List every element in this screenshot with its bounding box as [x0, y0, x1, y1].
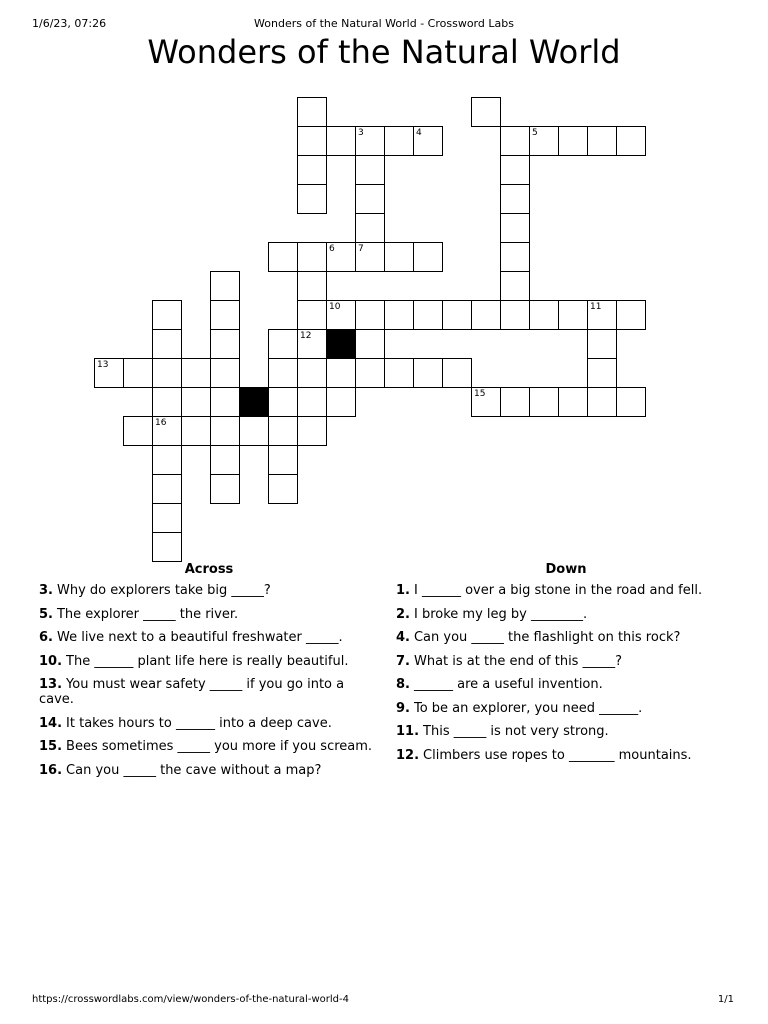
grid-cell[interactable] — [500, 271, 530, 301]
grid-cell[interactable] — [616, 300, 646, 330]
grid-cell[interactable] — [500, 126, 530, 156]
grid-cell[interactable] — [471, 387, 501, 417]
grid-cell[interactable] — [268, 474, 298, 504]
cell-number: 11 — [590, 302, 602, 312]
grid-cell[interactable] — [210, 387, 240, 417]
down-heading: Down — [545, 562, 587, 577]
grid-cell[interactable] — [471, 300, 501, 330]
grid-cell[interactable] — [297, 300, 327, 330]
grid-cell[interactable] — [355, 213, 385, 243]
grid-cell[interactable] — [152, 503, 182, 533]
cell-number: 3 — [358, 128, 364, 138]
grid-cell[interactable] — [413, 242, 443, 272]
clue-text: The ______ plant life here is really beautiful. — [66, 653, 349, 669]
across-clue — [39, 630, 379, 645]
grid-cell[interactable] — [355, 329, 385, 359]
grid-cell[interactable] — [500, 213, 530, 243]
across-clue — [39, 654, 379, 669]
grid-cell[interactable] — [152, 387, 182, 417]
clue-text: Can you _____ the flashlight on this rock? — [413, 630, 681, 645]
grid-cell[interactable] — [94, 358, 124, 388]
grid-cell[interactable] — [587, 387, 617, 417]
grid-cell[interactable] — [297, 416, 327, 446]
grid-cell[interactable] — [413, 300, 443, 330]
across-clue — [39, 739, 379, 754]
grid-cell[interactable] — [471, 97, 501, 127]
grid-cell[interactable] — [442, 358, 472, 388]
cell-number: 12 — [300, 331, 312, 341]
across-clue — [39, 716, 379, 731]
grid-cell[interactable] — [152, 329, 182, 359]
grid-cell[interactable] — [210, 271, 240, 301]
grid-cell[interactable] — [413, 358, 443, 388]
grid-cell[interactable] — [587, 329, 617, 359]
grid-cell[interactable] — [616, 126, 646, 156]
grid-cell[interactable] — [210, 300, 240, 330]
clue-number: 13. — [39, 677, 63, 692]
grid-cell[interactable] — [268, 358, 298, 388]
down-clues — [396, 562, 736, 771]
clue-number: 12. — [396, 747, 420, 763]
grid-cell[interactable] — [384, 242, 414, 272]
grid-cell[interactable] — [152, 532, 182, 562]
clue-number: 7. — [396, 653, 410, 669]
grid-cell[interactable] — [268, 445, 298, 475]
grid-cell[interactable] — [326, 126, 356, 156]
grid-cell[interactable] — [297, 97, 327, 127]
grid-cell[interactable] — [210, 329, 240, 359]
clue-number: 2. — [396, 606, 410, 622]
cell-number: 5 — [532, 128, 538, 138]
grid-cell[interactable] — [384, 300, 414, 330]
print-url: https://crosswordlabs.com/view/wonders-of-the-natural-world-4 — [32, 994, 349, 1005]
grid-cell[interactable] — [297, 242, 327, 272]
clue-text: I ______ over a big stone in the road and fell. — [413, 583, 703, 598]
cell-number: 4 — [416, 128, 422, 138]
down-clue — [396, 748, 736, 763]
grid-cell[interactable] — [355, 126, 385, 156]
down-clue — [396, 701, 736, 716]
clue-text: Why do explorers take big _____? — [56, 583, 271, 598]
grid-cell[interactable] — [152, 445, 182, 475]
grid-cell[interactable] — [210, 474, 240, 504]
grid-cell[interactable] — [500, 300, 530, 330]
grid-cell[interactable] — [297, 358, 327, 388]
across-clue — [39, 677, 379, 707]
across-clues — [39, 562, 379, 786]
grid-cell[interactable] — [268, 329, 298, 359]
clue-number: 16. — [39, 762, 63, 778]
across-heading: Across — [184, 562, 234, 577]
print-date: 1/6/23, 07:26 — [32, 17, 107, 30]
puzzle-title: Wonders of the Natural World — [147, 33, 621, 71]
grid-cell[interactable] — [413, 126, 443, 156]
grid-cell[interactable] — [181, 416, 211, 446]
grid-cell[interactable] — [616, 387, 646, 417]
grid-cell[interactable] — [326, 358, 356, 388]
cell-number: 6 — [329, 244, 335, 254]
black-cell — [239, 387, 269, 417]
grid-cell[interactable] — [500, 155, 530, 185]
grid-cell[interactable] — [297, 184, 327, 214]
clue-number: 1. — [396, 583, 410, 598]
grid-cell[interactable] — [500, 387, 530, 417]
cell-number: 7 — [358, 244, 364, 254]
grid-cell[interactable] — [123, 358, 153, 388]
grid-cell[interactable] — [558, 300, 588, 330]
cell-number: 15 — [474, 389, 486, 399]
grid-cell[interactable] — [210, 416, 240, 446]
cell-number: 13 — [97, 360, 109, 370]
clue-text: You must wear safety _____ if you go into a cave. — [39, 677, 345, 707]
grid-cell[interactable] — [268, 242, 298, 272]
grid-cell[interactable] — [384, 358, 414, 388]
grid-cell[interactable] — [355, 155, 385, 185]
grid-cell[interactable] — [442, 300, 472, 330]
clue-number: 14. — [39, 715, 63, 731]
grid-cell[interactable] — [210, 358, 240, 388]
grid-cell[interactable] — [529, 387, 559, 417]
down-clue — [396, 630, 736, 645]
grid-cell[interactable] — [152, 474, 182, 504]
down-clue-list — [396, 583, 736, 763]
grid-cell[interactable] — [529, 126, 559, 156]
clue-text: We live next to a beautiful freshwater _____. — [56, 630, 343, 645]
black-cell — [326, 329, 356, 359]
clue-text: It takes hours to ______ into a deep cave. — [66, 715, 332, 731]
clue-text: ______ are a useful invention. — [413, 677, 603, 692]
cell-number: 16 — [155, 418, 167, 428]
grid-cell[interactable] — [529, 300, 559, 330]
across-clue — [39, 583, 379, 598]
down-clue — [396, 677, 736, 692]
grid-cell[interactable] — [587, 126, 617, 156]
grid-cell[interactable] — [500, 242, 530, 272]
grid-cell[interactable] — [384, 126, 414, 156]
cell-number: 10 — [329, 302, 341, 312]
grid-cell[interactable] — [297, 155, 327, 185]
clue-text: What is at the end of this _____? — [413, 653, 622, 669]
grid-cell[interactable] — [268, 387, 298, 417]
grid-cell[interactable] — [558, 387, 588, 417]
grid-cell[interactable] — [355, 358, 385, 388]
clue-number: 10. — [39, 653, 63, 669]
clue-text: Bees sometimes _____ you more if you scream. — [66, 739, 373, 754]
across-clue — [39, 607, 379, 622]
grid-cell[interactable] — [297, 271, 327, 301]
grid-cell[interactable] — [355, 300, 385, 330]
across-clue-list — [39, 583, 379, 778]
clue-number: 5. — [39, 606, 53, 622]
clue-number: 15. — [39, 739, 63, 754]
clue-text: I broke my leg by ________. — [413, 606, 588, 622]
grid-cell[interactable] — [355, 184, 385, 214]
clue-number: 11. — [396, 724, 420, 739]
down-clue — [396, 583, 736, 598]
down-clue — [396, 724, 736, 739]
grid-cell[interactable] — [152, 416, 182, 446]
grid-cell[interactable] — [297, 126, 327, 156]
down-clue — [396, 607, 736, 622]
grid-cell[interactable] — [152, 300, 182, 330]
clue-text: To be an explorer, you need ______. — [413, 700, 643, 716]
grid-cell[interactable] — [181, 358, 211, 388]
clue-text: Climbers use ropes to _______ mountains. — [423, 747, 692, 763]
clue-text: This _____ is not very strong. — [423, 724, 609, 739]
grid-cell[interactable] — [355, 242, 385, 272]
grid-cell[interactable] — [500, 184, 530, 214]
grid-cell[interactable] — [268, 416, 298, 446]
print-page-title: Wonders of the Natural World - Crossword Labs — [254, 17, 514, 30]
grid-cell[interactable] — [123, 416, 153, 446]
grid-cell[interactable] — [558, 126, 588, 156]
grid-cell[interactable] — [587, 358, 617, 388]
grid-cell[interactable] — [326, 300, 356, 330]
across-clue — [39, 763, 379, 778]
clue-number: 6. — [39, 630, 53, 645]
grid-cell[interactable] — [239, 416, 269, 446]
grid-cell[interactable] — [587, 300, 617, 330]
clue-number: 8. — [396, 677, 410, 692]
clue-number: 9. — [396, 700, 410, 716]
grid-cell[interactable] — [326, 387, 356, 417]
clue-number: 4. — [396, 630, 410, 645]
grid-cell[interactable] — [297, 329, 327, 359]
clue-text: Can you _____ the cave without a map? — [66, 762, 322, 778]
clue-text: The explorer _____ the river. — [56, 606, 239, 622]
grid-cell[interactable] — [152, 358, 182, 388]
down-clue — [396, 654, 736, 669]
grid-cell[interactable] — [210, 445, 240, 475]
clue-number: 3. — [39, 583, 53, 598]
grid-cell[interactable] — [326, 242, 356, 272]
print-page-number: 1/1 — [717, 994, 734, 1005]
